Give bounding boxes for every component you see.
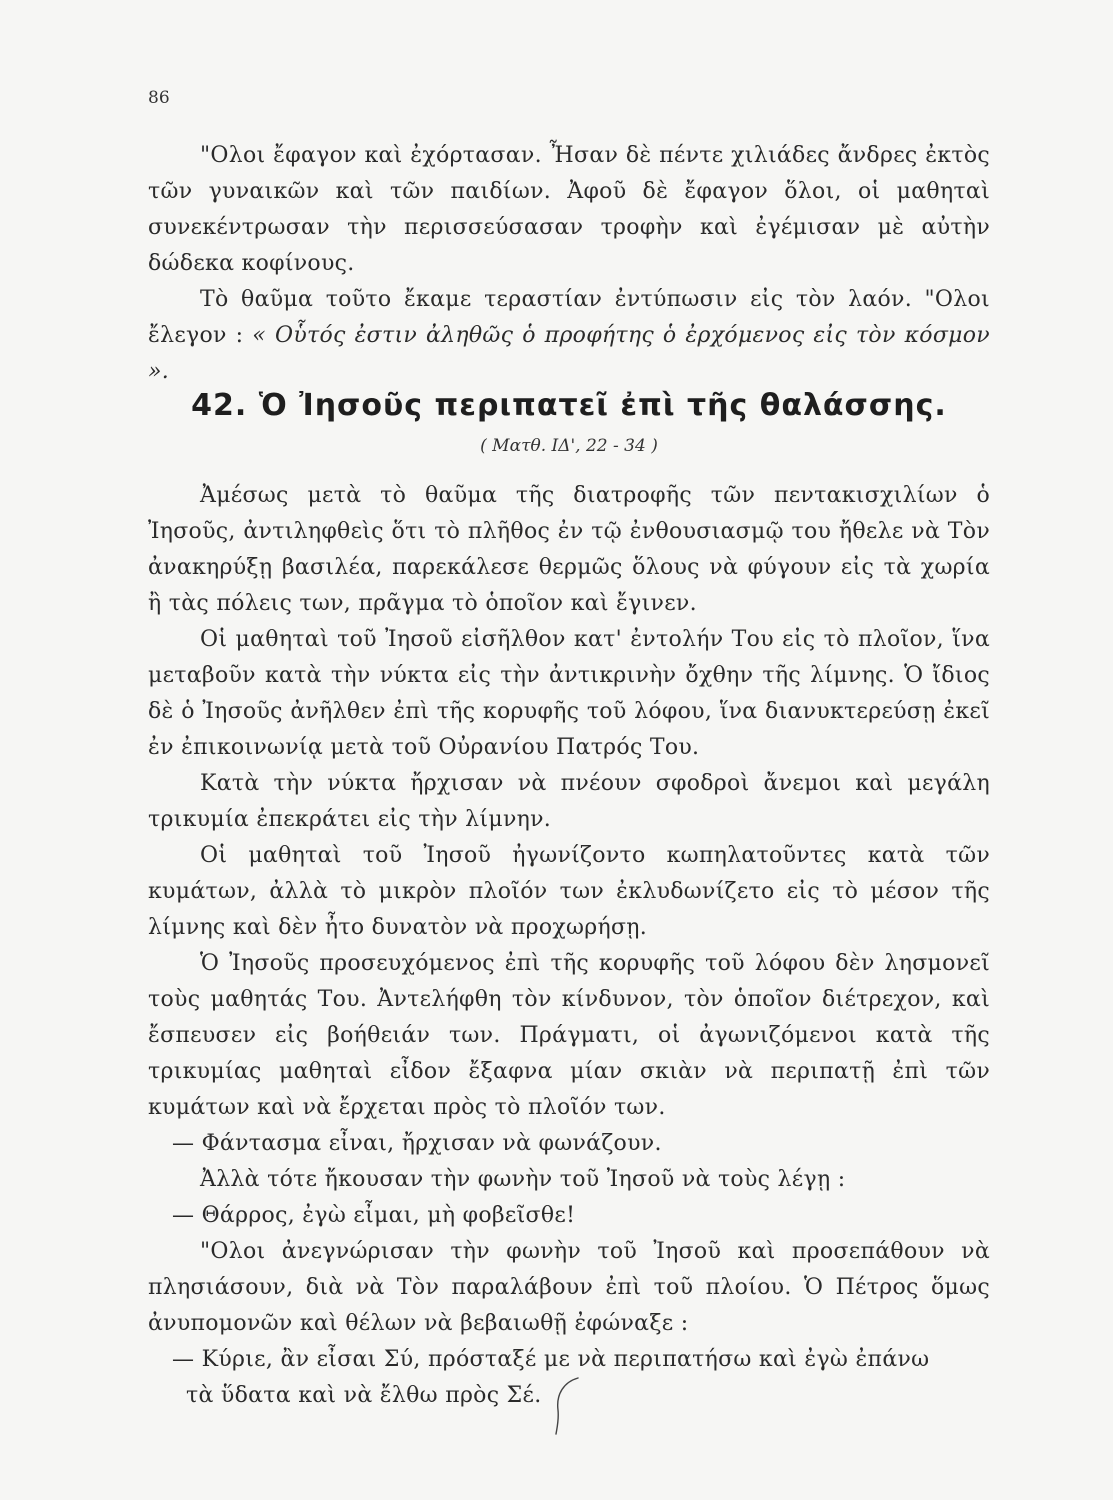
pen-mark: [548, 1370, 588, 1440]
paragraph: Κατὰ τὴν νύκτα ἤρχισαν νὰ πνέουν σφοδροὶ ἄνεμοι καὶ μεγάλη τρικυμία ἐπεκράτει εἰς τὴν λίμνην.: [148, 771, 990, 832]
paragraph: Ἀμέσως μετὰ τὸ θαῦμα τῆς διατροφῆς τῶν πεντακισχιλίων ὁ Ἰησοῦς, ἀντιληφθεὶς ὅτι τὸ πλῆθος ἐν τῷ ἐνθουσιασμῷ του ἤθελε νὰ Τὸν ἀνακηρύξῃ βασιλέα, παρεκάλεσε θερμῶς ὅλους νὰ φύγουν εἰς τὰ χωρία ἢ τὰς πόλεις των, πρᾶγμα τὸ ὁποῖον καὶ ἔγινεν.: [148, 483, 990, 616]
body-text-block: [148, 478, 990, 1414]
scripture-reference: ( Ματθ. ΙΔ', 22 - 34 ): [480, 436, 658, 456]
quote: « Οὗτός ἐστιν ἀληθῶς ὁ προφήτης ὁ ἐρχόμενος εἰς τὸν κόσμον ».: [148, 323, 990, 384]
section-heading: 42. Ὁ Ἰησοῦς περιπατεῖ ἐπὶ τῆς θαλάσσης.: [191, 388, 947, 423]
paragraph: "Ολοι ἔφαγον καὶ ἐχόρτασαν. Ἦσαν δὲ πέντε χιλιάδες ἄνδρες ἐκτὸς τῶν γυναικῶν καὶ τῶν παιδίων. Ἀφοῦ δὲ ἔφαγον ὅλοι, οἱ μαθηταὶ συνεκέντρωσαν τὴν περισσεύσασαν τροφὴν καὶ ἐγέμισαν μὲ αὐτὴν δώδεκα κοφίνους.: [148, 143, 990, 276]
paragraph: Οἱ μαθηταὶ τοῦ Ἰησοῦ εἰσῆλθον κατ' ἐντολήν Του εἰς τὸ πλοῖον, ἵνα μεταβοῦν κατὰ τὴν νύκτα εἰς τὴν ἀντικρινὴν ὄχθην τῆς λίμνης. Ὁ ἴδιος δὲ ὁ Ἰησοῦς ἀνῆλθεν ἐπὶ τῆς κορυφῆς τοῦ λόφου, ἵνα διανυκτερεύσῃ ἐκεῖ ἐν ἐπικοινωνίᾳ μετὰ τοῦ Οὐρανίου Πατρός Του.: [148, 627, 990, 760]
dialogue-line: — Φάντασμα εἶναι, ἤρχισαν νὰ φωνάζουν.: [172, 1131, 662, 1156]
paragraph: "Ολοι ἀνεγνώρισαν τὴν φωνὴν τοῦ Ἰησοῦ καὶ προσεπάθουν νὰ πλησιάσουν, διὰ νὰ Τὸν παραλάβουν ἐπὶ τοῦ πλοίου. Ὁ Πέτρος ὅμως ἀνυπομονῶν καὶ θέλων νὰ βεβαιωθῇ ἐφώναξε :: [148, 1239, 990, 1336]
paragraph: Οἱ μαθηταὶ τοῦ Ἰησοῦ ἠγωνίζοντο κωπηλατοῦντες κατὰ τῶν κυμάτων, ἀλλὰ τὸ μικρὸν πλοῖόν των ἐκλυδωνίζετο εἰς τὸ μέσον τῆς λίμνης καὶ δὲν ἦτο δυνατὸν νὰ προχωρήσῃ.: [148, 843, 990, 940]
dialogue-line: — Κύριε, ἂν εἶσαι Σύ, πρόσταξέ με νὰ περιπατήσω καὶ ἐγὼ ἐπάνω: [172, 1347, 930, 1372]
paragraph: Ὁ Ἰησοῦς προσευχόμενος ἐπὶ τῆς κορυφῆς τοῦ λόφου δὲν λησμονεῖ τοὺς μαθητάς Του. Ἀντελήφθη τὸν κίνδυνον, τὸν ὁποῖον διέτρεχον, καὶ ἔσπευσεν εἰς βοήθειάν των. Πράγματι, οἱ ἀγωνιζόμενοι κατὰ τῆς τρικυμίας μαθηταὶ εἶδον ἔξαφνα μίαν σκιὰν νὰ περιπατῇ ἐπὶ τῶν κυμάτων καὶ νὰ ἔρχεται πρὸς τὸ πλοῖόν των.: [148, 951, 990, 1120]
top-text-block: [148, 138, 990, 390]
dialogue-line: Ἀλλὰ τότε ἤκουσαν τὴν φωνὴν τοῦ Ἰησοῦ νὰ τοὺς λέγῃ :: [200, 1167, 846, 1192]
page-number: 86: [148, 88, 170, 108]
paragraph-text: Τὸ θαῦμα τοῦτο ἔκαμε τεραστίαν ἐντύπωσιν εἰς τὸν λαόν. "Ολοι ἔλεγον :: [148, 287, 990, 348]
paragraph: [148, 282, 990, 390]
dialogue-line-continuation: τὰ ὕδατα καὶ νὰ ἔλθω πρὸς Σέ.: [186, 1383, 542, 1408]
dialogue-line: — Θάρρος, ἐγὼ εἶμαι, μὴ φοβεῖσθε!: [172, 1203, 576, 1228]
